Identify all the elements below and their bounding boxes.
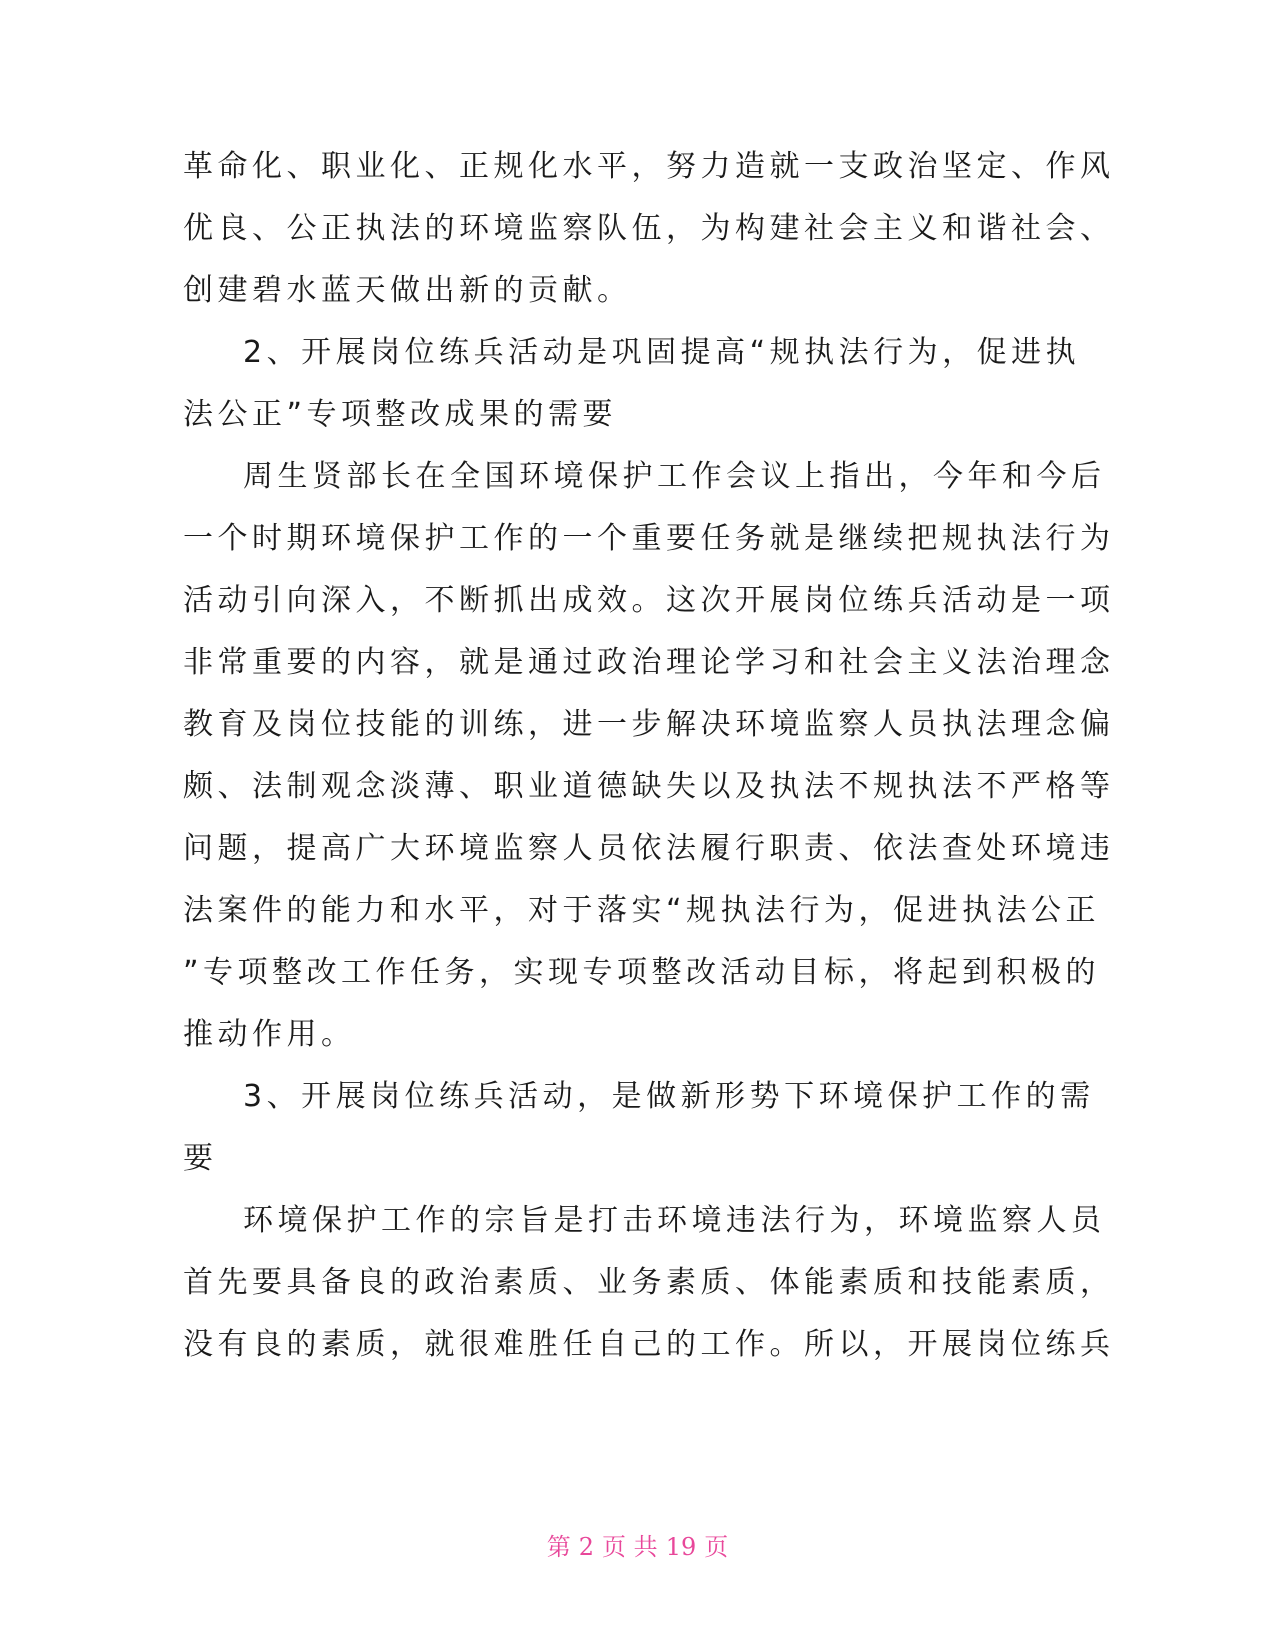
text-line: 创建碧水蓝天做出新的贡献。 <box>183 273 632 308</box>
page-prefix: 第 <box>546 1533 571 1561</box>
text-line: 法案件的能力和水平，对于落实“规执法行为，促进执法公正 <box>183 893 1101 928</box>
text-line: 教育及岗位技能的训练，进一步解决环境监察人员执法理念偏 <box>183 707 1115 742</box>
text-line: 问题，提高广大环境监察人员依法履行职责、依法查处环境违 <box>183 831 1115 866</box>
text-line: ”专项整改工作任务，实现专项整改活动目标，将起到积极的 <box>183 955 1101 990</box>
page-suffix: 页 <box>704 1533 729 1561</box>
text-line: 推动作用。 <box>183 1017 356 1052</box>
section-heading: 3、开展岗位练兵活动，是做新形势下环境保护工作的需 <box>243 1079 1095 1114</box>
section-heading: 法公正”专项整改成果的需要 <box>183 397 618 432</box>
text-line: 一个时期环境保护工作的一个重要任务就是继续把规执法行为 <box>183 521 1115 556</box>
section-heading: 2、开展岗位练兵活动是巩固提高“规执法行为，促进执 <box>243 335 1081 370</box>
text-line: 非常重要的内容，就是通过政治理论学习和社会主义法治理念 <box>183 645 1115 680</box>
text-line: 周生贤部长在全国环境保护工作会议上指出，今年和今后 <box>243 459 1106 494</box>
page-mid: 页 共 <box>602 1533 658 1561</box>
text-line: 首先要具备良的政治素质、业务素质、体能素质和技能素质， <box>183 1265 1115 1300</box>
text-line: 革命化、职业化、正规化水平，努力造就一支政治坚定、作风 <box>183 149 1115 184</box>
page-number-footer <box>0 1530 1275 1564</box>
section-heading: 要 <box>183 1141 218 1176</box>
text-line: 优良、公正执法的环境监察队伍，为构建社会主义和谐社会、 <box>183 211 1115 246</box>
text-line: 没有良的素质，就很难胜任自己的工作。所以，开展岗位练兵 <box>183 1327 1115 1362</box>
text-line: 颇、法制观念淡薄、职业道德缺失以及执法不规执法不严格等 <box>183 769 1115 804</box>
page-total: 19 <box>665 1533 697 1561</box>
text-line: 活动引向深入，不断抓出成效。这次开展岗位练兵活动是一项 <box>183 583 1115 618</box>
text-line: 环境保护工作的宗旨是打击环境违法行为，环境监察人员 <box>243 1203 1106 1238</box>
page-current: 2 <box>578 1533 595 1561</box>
